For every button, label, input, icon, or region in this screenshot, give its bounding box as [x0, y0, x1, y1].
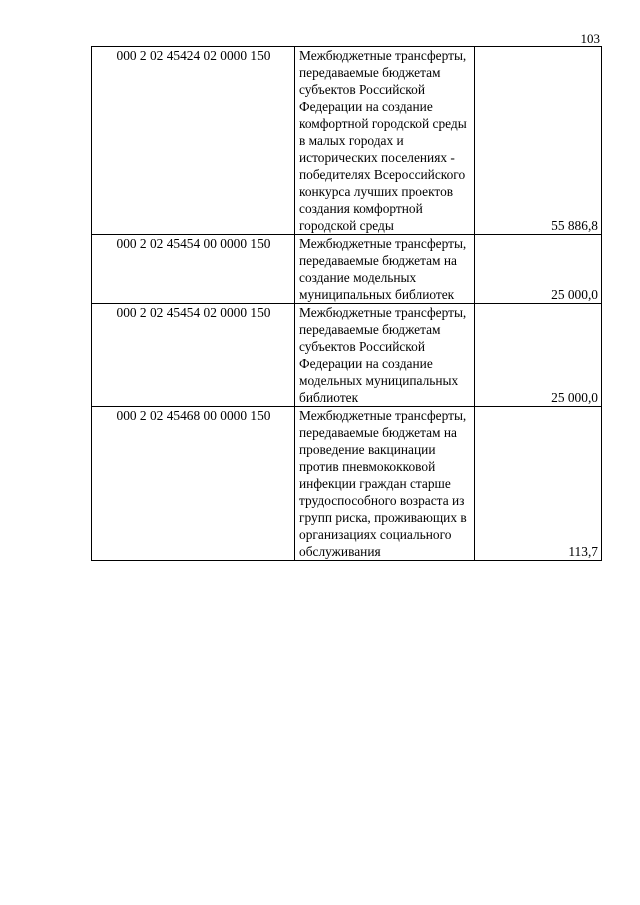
table-row: [92, 304, 602, 407]
amount-cell: 55 886,8: [475, 47, 602, 235]
budget-code-cell: 000 2 02 45454 02 0000 150: [92, 304, 295, 407]
amount-cell: 25 000,0: [475, 235, 602, 304]
description-cell: Межбюджетные трансферты, передаваемые бюджетам на проведение вакцинации против пневмококковой инфекции граждан старше трудоспособного возраста из групп риска, проживающих в организациях социального обслуживания: [295, 407, 475, 561]
description-cell: Межбюджетные трансферты, передаваемые бюджетам субъектов Российской Федерации на создание комфортной городской среды в малых городах и исторических поселениях - победителях Всероссийского конкурса лучших проектов создания комфортной городской среды: [295, 47, 475, 235]
description-cell: Межбюджетные трансферты, передаваемые бюджетам субъектов Российской Федерации на создание модельных муниципальных библиотек: [295, 304, 475, 407]
table-row: [92, 47, 602, 235]
table-row: [92, 407, 602, 561]
budget-table: [91, 46, 602, 561]
budget-code-cell: 000 2 02 45424 02 0000 150: [92, 47, 295, 235]
table-row: [92, 235, 602, 304]
description-cell: Межбюджетные трансферты, передаваемые бюджетам на создание модельных муниципальных библиотек: [295, 235, 475, 304]
budget-code-cell: 000 2 02 45454 00 0000 150: [92, 235, 295, 304]
amount-cell: 25 000,0: [475, 304, 602, 407]
page-number: 103: [580, 31, 600, 46]
budget-code-cell: 000 2 02 45468 00 0000 150: [92, 407, 295, 561]
amount-cell: 113,7: [475, 407, 602, 561]
